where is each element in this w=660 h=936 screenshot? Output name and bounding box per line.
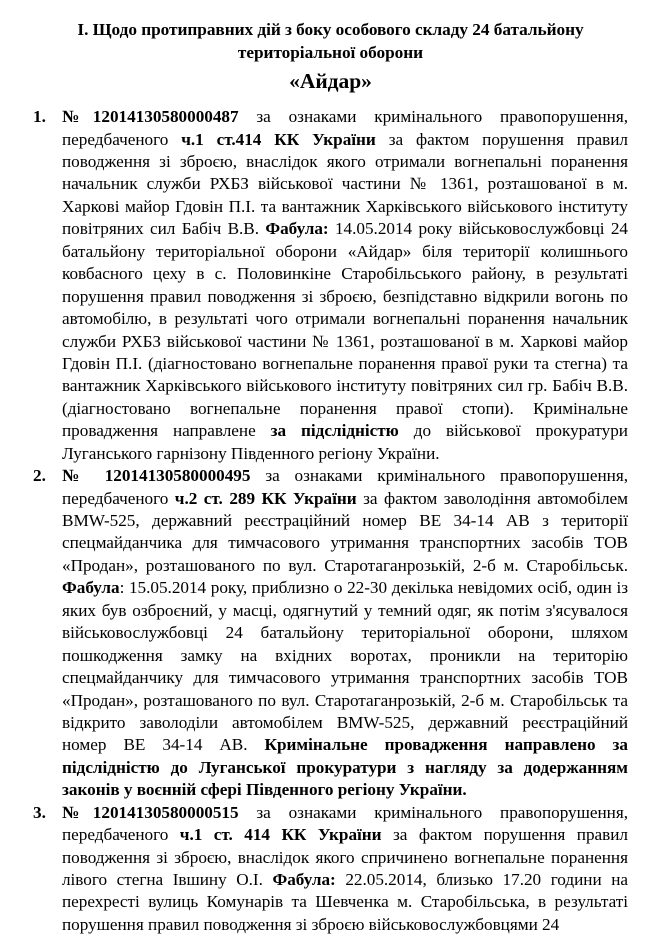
list-item	[33, 106, 628, 465]
conclusion-highlight: за підслідністю	[270, 421, 399, 441]
legal-article: ч.1 ст.414 КК України	[181, 129, 376, 149]
page-subtitle: «Айдар»	[289, 69, 372, 93]
fabula-label: Фабула	[62, 578, 120, 598]
list-item	[33, 802, 628, 936]
item-text-conclusion: до військової прокуратури Луганського гарнізону Південного регіону України.	[62, 421, 628, 463]
item-text-body: за фактом порушення правил поводження зі зброєю, внаслідок якого спричинено вогнепальне поранення лівого стегна Івшину О.І.	[62, 825, 628, 890]
case-number: № 12014130580000495	[62, 466, 251, 486]
page-title	[47, 18, 614, 97]
case-number: №12014130580000487	[62, 107, 239, 127]
list-item-number: 2.	[33, 466, 46, 486]
item-text-fabula: 14.05.2014 року військовослужбовці 24 батальйону територіальної оборони «Айдар» біля території колишнього ковбасного цеху в с. Половинкіне Старобільського району, в результаті порушення правил поводження зі зброєю, безпідставно відкрили вогонь по автомобілю, в результаті чого отримали вогнепальні поранення начальник служби РХБЗ військової частини № 1361, розташованої в м. Харкові майор Гдовін П.І. (діагностовано вогнепальне поранення правої руки та стегна) та вантажник Харківського військового інституту повітряних сил гр. Бабіч В.В. (діагностовано вогнепальне поранення правої стопи). Кримінальне провадження направлене	[62, 219, 628, 441]
item-text-body: за фактом заволодіння автомобілем BMW-525, державний реєстраційний номер ВЕ 34-14 АВ з території спецмайданчика для тимчасового утримання транспортних засобів ТОВ «Продан», розташованого по вул. Старотаганрозькій, 2-б м. Старобільськ.	[62, 488, 628, 575]
fabula-label: Фабула:	[272, 870, 336, 890]
page-title-line-1: I. Щодо протиправних дій з боку особового складу 24 батальйону	[77, 20, 584, 39]
item-text-fabula: : 15.05.2014 року, приблизно о 22-30 декілька невідомих осіб, один із яких був озброєний, у масці, одягнутий у темний одяг, як потім з'ясувалося військовослужбовці 24 батальйону територіальної оборони, шляхом пошкодження замку на вхідних воротах, проникли на територію спецмайданчику для тимчасового утримання транспортних засобів ТОВ «Продан», розташованого по вул. Старотаганрозькій, 2-б м. Старобільськ та відкрито заволоділи автомобілем BMW-525, державний реєстраційний номер ВЕ 34-14 АВ.	[62, 578, 628, 755]
list-item	[33, 465, 628, 802]
legal-article: ч.2 ст. 289 КК України	[174, 488, 357, 508]
page-title-line-2: територіальної оборони	[237, 43, 424, 62]
list-item-number: 3.	[33, 802, 46, 822]
item-text-intro: за ознаками кримінального правопорушення, передбаченого	[62, 802, 628, 845]
conclusion-highlight: Кримінальне провадження направлено за підслідністю до Луганської прокуратури з нагляду за додержанням законів у воєнній сфері Південного регіону України.	[62, 735, 628, 800]
item-text-fabula: 22.05.2014, близько 17.20 години на перехресті вулиць Комунарів та Шевченка м. Старобільська, в результаті порушення правил поводження зі зброєю військовослужбовцями 24	[62, 870, 628, 934]
item-text-body: за фактом порушення правил поводження зі зброєю, внаслідок якого отримали вогнепальні поранення начальник служби РХБЗ військової частини № 1361, розташованої в м. Харкові майор Гдовін П.І. та вантажник Харківського військового інституту повітряних сил Бабіч В.В.	[62, 129, 628, 239]
fabula-label: Фабула:	[265, 219, 329, 239]
item-text-intro: за ознаками кримінального правопорушення, передбаченого	[62, 466, 628, 508]
legal-article: ч.1 ст. 414 КК України	[179, 825, 382, 845]
list-item-number: 1.	[33, 107, 46, 127]
numbered-item-list	[33, 106, 628, 936]
case-number: №12014130580000515	[62, 802, 239, 822]
item-text-intro: за ознаками кримінального правопорушення, передбаченого	[62, 107, 628, 149]
